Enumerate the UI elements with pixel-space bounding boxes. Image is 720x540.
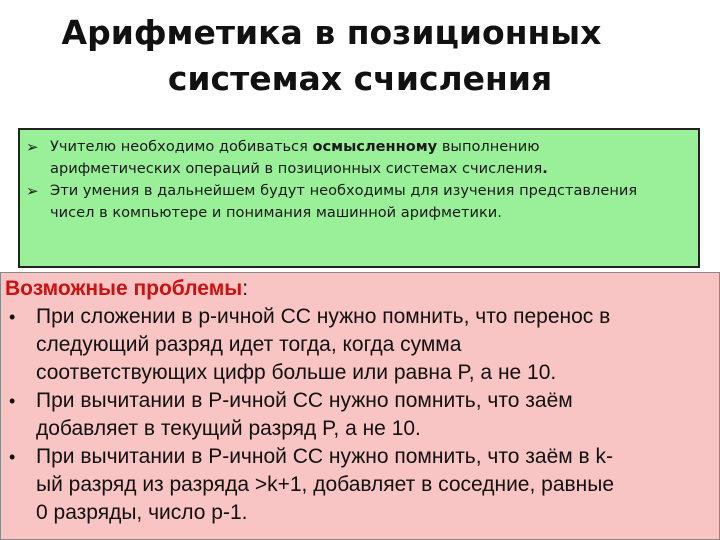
item-text-line: добавляет в текущий разряд P, а не 10.: [36, 417, 421, 440]
item-text-part: арифметических операций в позиционных системах счисления: [50, 160, 543, 177]
item-text-line: При вычитании в P-ичной СС нужно помнить, что заём в k-: [36, 445, 613, 468]
problems-heading-colon: :: [242, 277, 249, 300]
list-item: [5, 387, 711, 443]
teacher-goals-list: [24, 136, 686, 224]
item-text-line: Эти умения в дальнейшем будут необходимы для изучения представления: [50, 182, 638, 199]
list-item: [5, 443, 711, 527]
problems-box: [0, 272, 720, 540]
dot-bullet-icon: •: [9, 307, 16, 327]
arrow-bullet-icon: ➢: [26, 138, 39, 156]
item-text-part: выполнению: [437, 138, 540, 155]
item-text-line: При сложении в p-ичной СС нужно помнить, что перенос в: [36, 305, 611, 328]
item-text-part: .: [542, 160, 548, 177]
list-item: [24, 180, 686, 224]
title-line-2: системах счисления: [167, 59, 553, 98]
dot-bullet-icon: •: [9, 391, 16, 411]
problems-heading: [5, 275, 711, 303]
problems-list: [5, 303, 711, 527]
item-text-line: ый разряд из разряда >k+1, добавляет в соседние, равные: [36, 473, 615, 496]
item-text-line: соответствующих цифр больше или равна P, а не 10.: [36, 361, 557, 384]
emphasis-text: осмысленному: [312, 138, 438, 155]
item-text-part: Учителю необходимо добиваться: [50, 138, 313, 155]
list-item: [24, 136, 686, 180]
item-text-line: чисел в компьютере и понимания машинной арифметики.: [50, 204, 502, 221]
teacher-goals-box: [18, 128, 700, 268]
item-text-line: следующий разряд идет тогда, когда сумма: [36, 333, 462, 356]
arrow-bullet-icon: ➢: [26, 182, 39, 200]
problems-heading-text: Возможные проблемы: [5, 277, 243, 300]
list-item: [5, 303, 711, 387]
title-line-1: Арифметика в позиционных: [61, 13, 602, 52]
dot-bullet-icon: •: [9, 447, 16, 467]
item-text-line: При вычитании в P-ичной СС нужно помнить, что заём: [36, 389, 573, 412]
item-text-line: 0 разряды, число p-1.: [36, 501, 248, 524]
page-title: [0, 10, 720, 102]
